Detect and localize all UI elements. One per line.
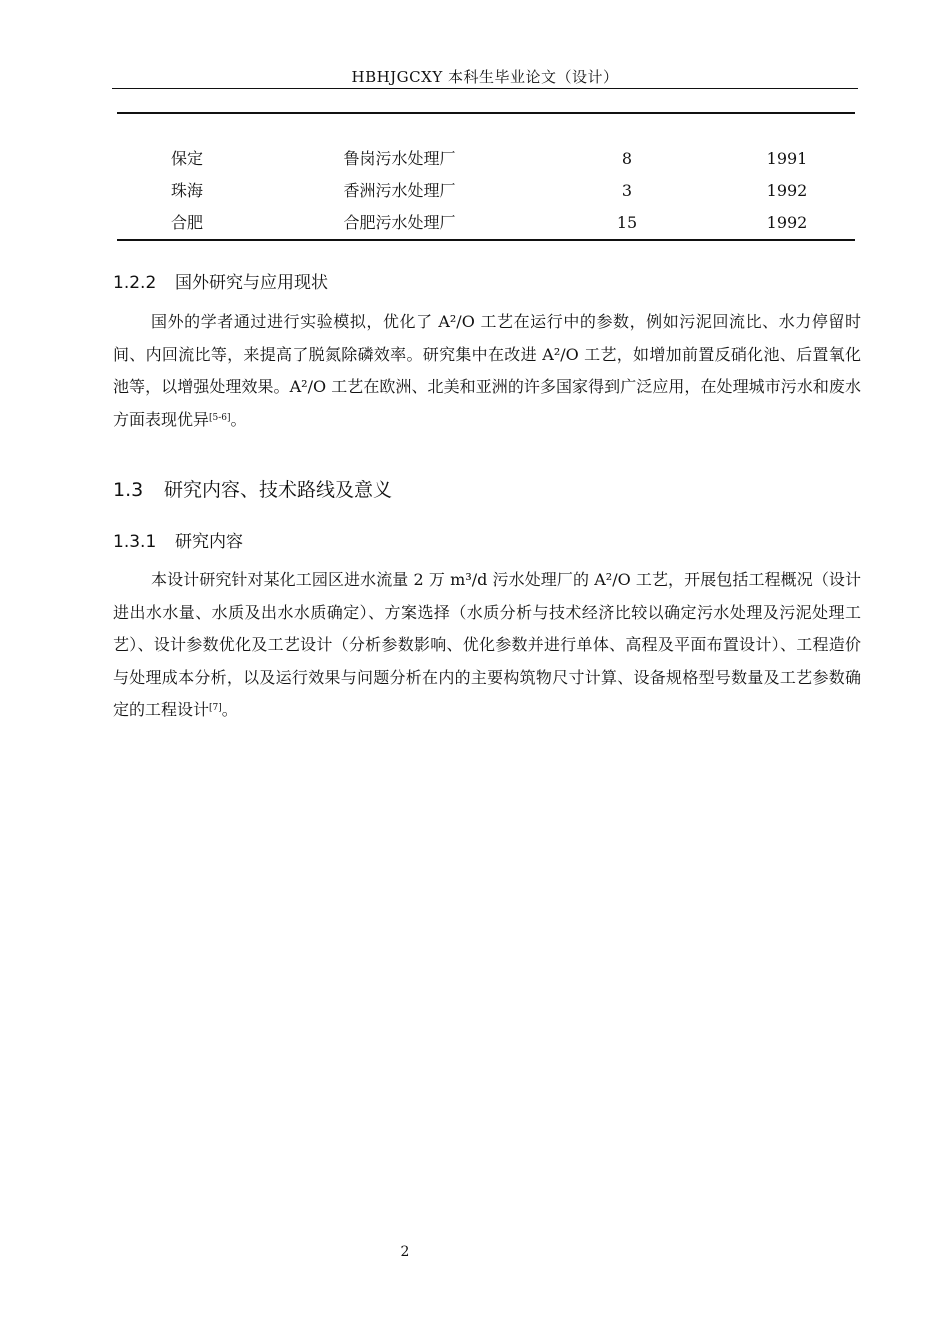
paragraph-text: 国外的学者通过进行实验模拟，优化了 A²/O 工艺在运行中的参数，例如污泥回流比、水力停留时间、内回流比等，来提高了脱氮除磷效率。研究集中在改进 A²/O 工艺，如增加前置反硝化池、后置氧化池等，以增强处理效果。A²/O 工艺在欧洲、北美和亚洲的许多国家得到广泛应用，在处理城市污水和废水方面表现优异 <box>113 312 861 429</box>
section-heading-1-3-1 <box>113 527 243 552</box>
paragraph-end: 。 <box>230 409 247 429</box>
page-number: 2 <box>400 1244 410 1260</box>
section-heading-1-2-2 <box>113 268 328 293</box>
paragraph-end: 。 <box>221 700 238 719</box>
paragraph-text: 本设计研究针对某化工园区进水流量 2 万 m³/d 污水处理厂的 A²/O 工艺，开展包括工程概况（设计进出水水量、水质及出水水质确定）、方案选择（水质分析与技术经济比较以确定污水处理及污泥处理工艺）、设计参数优化及工艺设计（分析参数影响、优化参数并进行单体、高程及平面布置设计）、工程造价与处理成本分析，以及运行效果与问题分析在内的主要构筑物尺寸计算、设备规格型号数量及工艺参数确定的工程设计 <box>113 570 861 719</box>
section-number: 1.3.1 <box>113 532 157 552</box>
section-number: 1.3 <box>113 479 144 501</box>
city-cell: 合肥 <box>170 213 203 232</box>
year-cell: 1992 <box>766 181 808 200</box>
citation: [5-6] <box>209 412 231 423</box>
section-number: 1.2.2 <box>113 273 157 293</box>
scale-cell: 8 <box>621 149 633 168</box>
body-paragraph <box>113 306 861 436</box>
plant-cell: 合肥污水处理厂 <box>343 213 456 232</box>
section-title: 国外研究与应用现状 <box>175 273 328 293</box>
section-title: 研究内容、技术路线及意义 <box>164 479 393 501</box>
plant-cell: 鲁岗污水处理厂 <box>343 149 456 168</box>
scale-cell: 15 <box>616 213 638 232</box>
city-cell: 保定 <box>170 149 203 168</box>
citation: [7] <box>209 703 222 713</box>
header-divider <box>112 88 858 89</box>
section-title: 研究内容 <box>175 532 243 552</box>
page-header: HBHJGCXY 本科生毕业论文（设计） <box>351 68 619 86</box>
scale-cell: 3 <box>621 181 633 200</box>
table-row <box>117 144 855 174</box>
table-row <box>117 176 855 206</box>
table-row <box>117 208 855 238</box>
year-cell: 1991 <box>766 149 808 168</box>
city-cell: 珠海 <box>170 181 203 200</box>
year-cell: 1992 <box>766 213 808 232</box>
body-paragraph <box>113 564 861 727</box>
section-heading-1-3 <box>113 475 392 502</box>
table-bottom-rule <box>117 239 855 241</box>
plant-cell: 香洲污水处理厂 <box>343 181 456 200</box>
table-top-rule <box>117 112 855 114</box>
